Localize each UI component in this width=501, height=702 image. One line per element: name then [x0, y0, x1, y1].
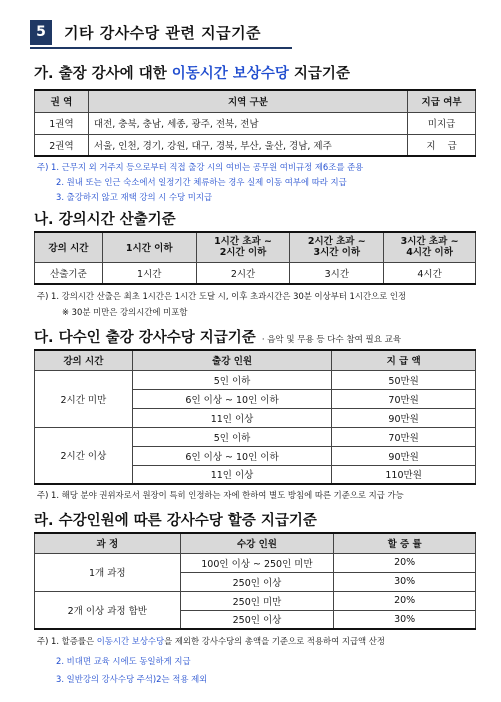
table-row: 11인 이상 90만원 — [35, 408, 476, 427]
table-row: 2시간 이상 5인 이하 70만원 — [35, 427, 476, 446]
footnote: 주) 1. 할증률은 이동시간 보상수당을 제외한 강사수당의 총액을 기준으로 적용하여 지급액 산정 — [37, 636, 385, 646]
heading-da: 다. 다수인 출강 강사수당 지급기준 · 음악 및 무용 등 다수 참여 필요 교육 — [34, 330, 402, 346]
footnote: 2. 비대면 교육 시에도 동일하게 지급 — [56, 656, 191, 666]
table-row: 2시간 미만 5인 이하 50만원 — [35, 370, 476, 389]
table-header: 권 역 — [35, 90, 89, 112]
table-row: 6인 이상 ~ 10인 이하 90만원 — [35, 446, 476, 465]
table-header: 1시간 초과 ~ 2시간 이하 — [196, 232, 290, 262]
table-header: 지 급 액 — [332, 350, 476, 370]
table-header: 2시간 초과 ~ 3시간 이하 — [290, 232, 384, 262]
heading-na: 나. 강의시간 산출기준 — [34, 212, 176, 228]
table-row: 11인 이상 110만원 — [35, 465, 476, 484]
table-row: 2권역 서울, 인천, 경기, 강원, 대구, 경북, 부산, 울산, 경남, 제주 지 급 — [35, 134, 476, 156]
table-header: 1시간 이하 — [102, 232, 196, 262]
table-header: 지역 구분 — [88, 90, 407, 112]
table-header: 강의 시간 — [35, 350, 133, 370]
table-na — [34, 231, 476, 285]
table-header: 할 증 률 — [334, 533, 476, 553]
table-header: 3시간 초과 ~ 4시간 이하 — [384, 232, 476, 262]
footnote: 3. 일반강의 강사수당 주석)2는 적용 제외 — [56, 674, 208, 684]
table-row: 1권역 대전, 충북, 충남, 세종, 광주, 전북, 전남 미지급 — [35, 112, 476, 134]
table-ga — [34, 89, 476, 157]
heading-ga: 가. 출장 강사에 대한 이동시간 보상수당 지급기준 — [34, 66, 350, 82]
section-title: 기타 강사수당 관련 지급기준 — [64, 23, 262, 42]
table-header: 과 정 — [35, 533, 181, 553]
table-row: 6인 이상 ~ 10인 이하 70만원 — [35, 389, 476, 408]
section-header — [30, 17, 292, 49]
footnote: 2. 원내 또는 인근 숙소에서 일정기간 체류하는 경우 실제 이동 여부에 따라 지급 — [56, 177, 347, 187]
table-header: 수강 인원 — [180, 533, 334, 553]
heading-da-note: · 음악 및 무용 등 다수 참여 필요 교육 — [261, 335, 402, 345]
footnote: 주) 1. 근무지 외 거주지 등으로부터 직접 출강 시의 여비는 공무원 여비규정 제6조를 준용 — [37, 162, 364, 172]
table-ra — [34, 532, 476, 630]
footnote: 주) 1. 해당 분야 권위자로서 원장이 특히 인정하는 자에 한하여 별도 방침에 따른 기준으로 지급 가능 — [37, 490, 404, 500]
section-number: 5 — [30, 20, 52, 45]
table-row: 1개 과정 100인 이상 ~ 250인 미만 20% — [35, 553, 476, 572]
heading-ga-highlight: 이동시간 보상수당 — [171, 66, 289, 82]
table-row: 250인 이상 30% — [35, 610, 476, 629]
footnote: ※ 30분 미만은 강의시간에 미포함 — [62, 307, 188, 317]
table-header: 출강 인원 — [132, 350, 332, 370]
table-row: 250인 이상 30% — [35, 572, 476, 591]
footnote: 주) 1. 강의시간 산출은 최초 1시간은 1시간 도달 시, 이후 초과시간은 30분 이상부터 1시간으로 인정 — [37, 291, 407, 301]
table-da — [34, 349, 476, 485]
footnote: 3. 출강하지 않고 재택 강의 시 수당 미지급 — [56, 192, 213, 202]
table-row: 산출기준 1시간 2시간 3시간 4시간 — [35, 262, 476, 284]
table-header: 지급 여부 — [408, 90, 476, 112]
table-header: 강의 시간 — [35, 232, 103, 262]
heading-ra: 라. 수강인원에 따른 강사수당 할증 지급기준 — [34, 513, 317, 529]
table-row: 2개 이상 과정 합반 250인 미만 20% — [35, 591, 476, 610]
